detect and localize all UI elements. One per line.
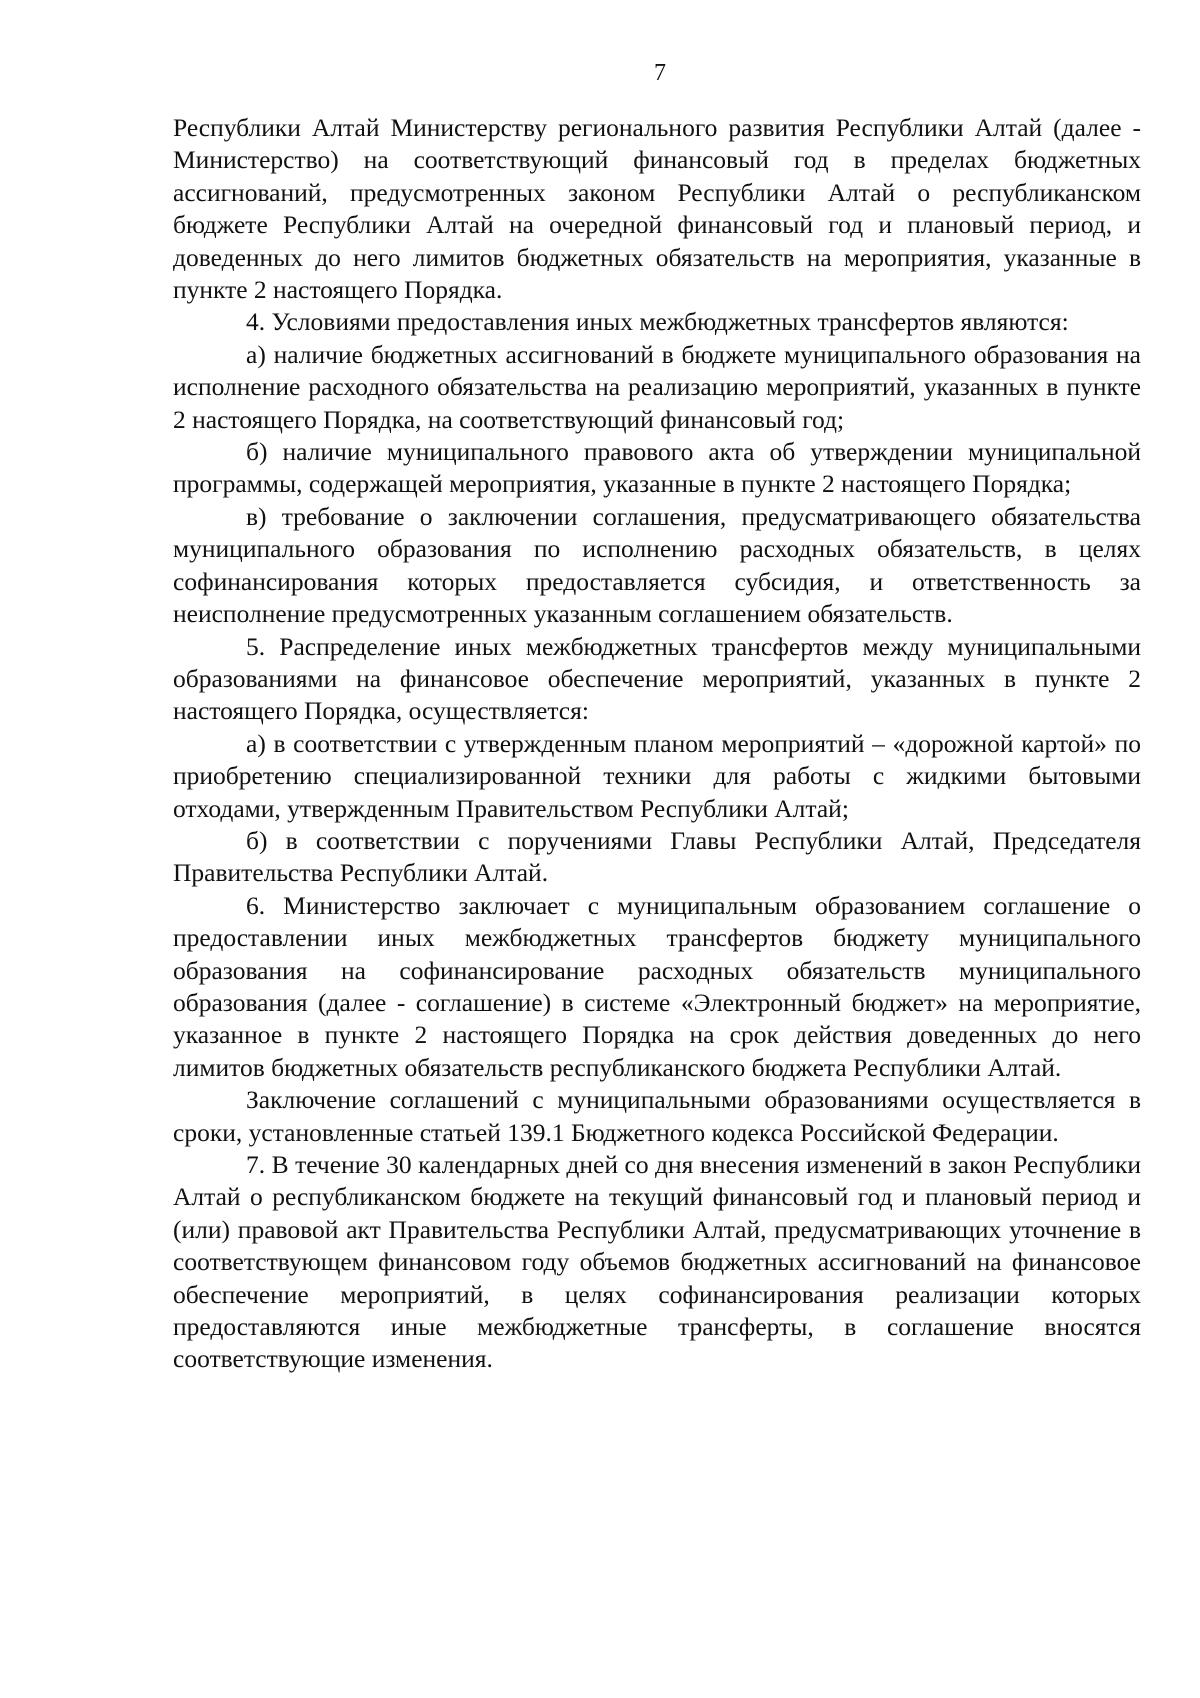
paragraph-item-7: 7. В течение 30 календарных дней со дня внесения изменений в закон Республики Алтай о республиканском бюджете на текущий финансовый год и плановый период и (или) правовой акт Правительства Республики Алтай, предусматривающих уточнение в соответствующем финансовом году объемов бюджетных ассигнований на финансовое обеспечение мероприятий, в целях софинансирования реализации которых предоставляются иные межбюджетные трансферты, в соглашение вносятся соответствующие изменения. bbox=[173, 1150, 1141, 1374]
paragraph-item-6-agreements: Заключение соглашений с муниципальными образованиями осуществляется в сроки, установленные статьей 139.1 Бюджетного кодекса Российской Федерации. bbox=[173, 1085, 1141, 1147]
page-number: 7 bbox=[654, 60, 666, 86]
paragraph-item-5: 5. Распределение иных межбюджетных трансфертов между муниципальными образованиями на финансовое обеспечение мероприятий, указанных в пункте 2 настоящего Порядка, осуществляется: bbox=[173, 631, 1141, 726]
document-body bbox=[173, 112, 1141, 1376]
paragraph-item-5a: а) в соответствии с утвержденным планом мероприятий – «дорожной картой» по приобретению специализированной техники для работы с жидкими бытовыми отходами, утвержденным Правительством Республики Алтай; bbox=[173, 728, 1141, 823]
paragraph-continuation: Республики Алтай Министерству регионального развития Республики Алтай (далее - Министерство) на соответствующий финансовый год в пределах бюджетных ассигнований, предусмотренных законом Республики Алтай о республиканском бюджете Республики Алтай на очередной финансовый год и плановый период, и доведенных до него лимитов бюджетных обязательств на мероприятия, указанные в пункте 2 настоящего Порядка. bbox=[173, 113, 1141, 305]
paragraph-item-4b: б) наличие муниципального правового акта об утверждении муниципальной программы, содержащей мероприятия, указанные в пункте 2 настоящего Порядка; bbox=[173, 437, 1141, 499]
paragraph-item-4: 4. Условиями предоставления иных межбюджетных трансфертов являются: bbox=[246, 307, 1069, 337]
paragraph-item-4a: а) наличие бюджетных ассигнований в бюджете муниципального образования на исполнение расходного обязательства на реализацию мероприятий, указанных в пункте 2 настоящего Порядка, на соответствующий финансовый год; bbox=[173, 339, 1141, 434]
paragraph-item-6: 6. Министерство заключает с муниципальным образованием соглашение о предоставлении иных межбюджетных трансфертов бюджету муниципального образования на софинансирование расходных обязательств муниципального образования (далее - соглашение) в системе «Электронный бюджет» на мероприятие, указанное в пункте 2 настоящего Порядка на срок действия доведенных до него лимитов бюджетных обязательств республиканского бюджета Республики Алтай. bbox=[173, 890, 1141, 1082]
paragraph-item-4v: в) требование о заключении соглашения, предусматривающего обязательства муниципального образования по исполнению расходных обязательств, в целях софинансирования которых предоставляется субсидия, и ответственность за неисполнение предусмотренных указанным соглашением обязательств. bbox=[173, 501, 1141, 629]
paragraph-item-5b: б) в соответствии с поручениями Главы Республики Алтай, Председателя Правительства Республики Алтай. bbox=[173, 825, 1141, 888]
